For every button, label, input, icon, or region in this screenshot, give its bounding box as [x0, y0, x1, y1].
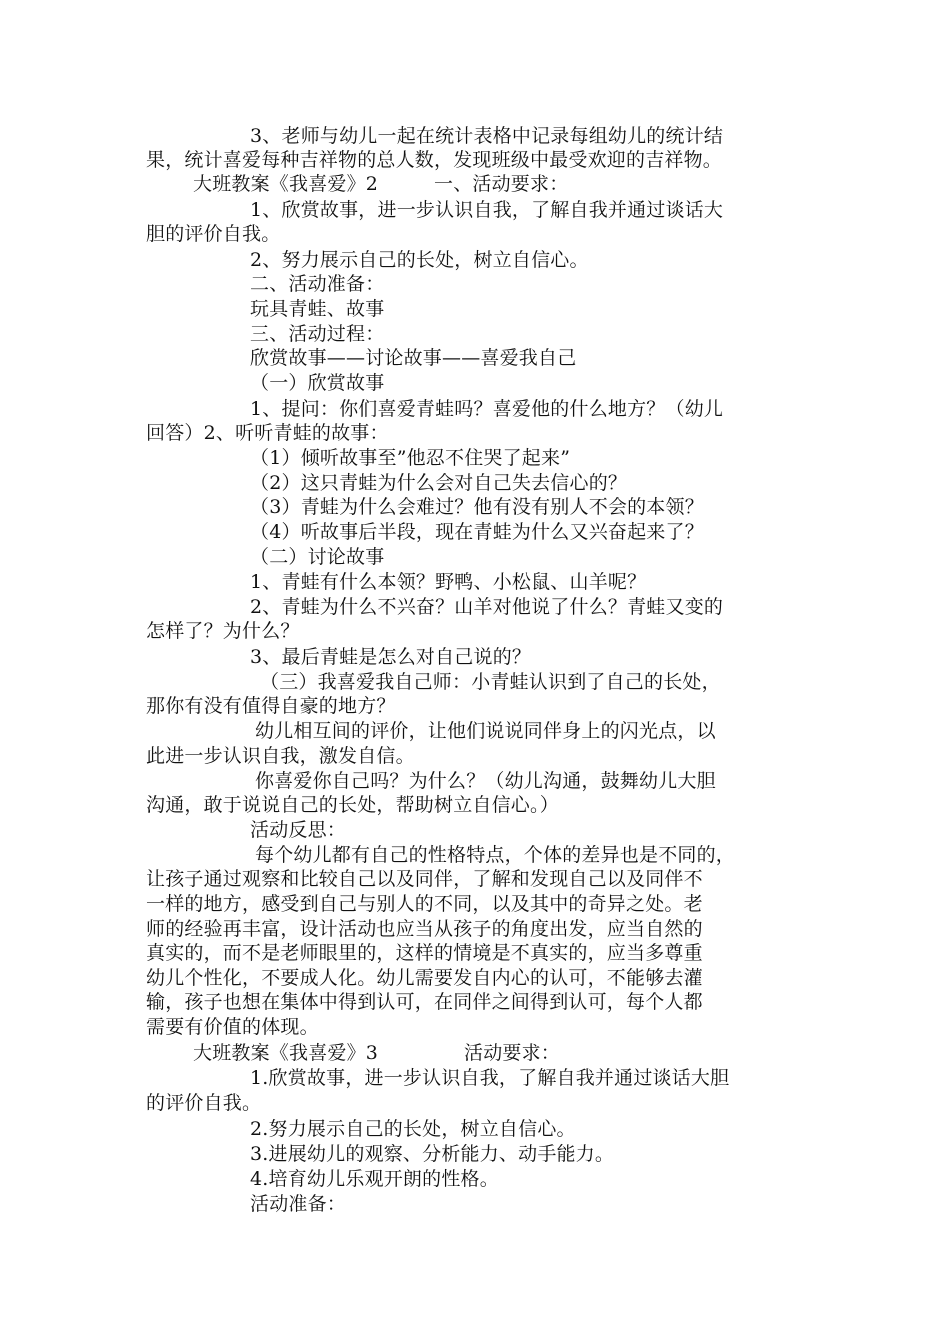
text-line: （二）讨论故事: [250, 546, 385, 568]
text-line: （4）听故事后半段，现在青蛙为什么又兴奋起来了？: [250, 521, 704, 543]
text-line: 让孩子通过观察和比较自己以及同伴，了解和发现自己以及同伴不: [146, 868, 703, 890]
text-line: 1.欣赏故事，进一步认识自我，了解自我并通过谈话大胆: [250, 1067, 730, 1089]
text-line: （3）青蛙为什么会难过？他有没有别人不会的本领？: [250, 496, 704, 518]
text-line: 活动要求：: [464, 1042, 561, 1064]
text-line: （一）欣赏故事: [250, 372, 385, 394]
text-line: （2）这只青蛙为什么会对自己失去信心的？: [250, 472, 628, 494]
text-line: 1、欣赏故事，进一步认识自我，了解自我并通过谈话大: [250, 199, 724, 221]
text-line: 3.进展幼儿的观察、分析能力、动手能力。: [250, 1143, 615, 1165]
text-line: 怎样了？为什么？: [146, 620, 300, 642]
text-line: 那你有没有值得自豪的地方？: [146, 695, 396, 717]
text-line: （1）倾听故事至”他忍不住哭了起来”: [250, 447, 571, 469]
text-line: 果，统计喜爱每种吉祥物的总人数，发现班级中最受欢迎的吉祥物。: [146, 149, 723, 171]
text-line: 一样的地方，感受到自己与别人的不同，以及其中的奇异之处。老: [146, 893, 703, 915]
text-line: 幼儿个性化，不要成人化。幼儿需要发自内心的认可，不能够去灌: [146, 967, 703, 989]
text-line: 每个幼儿都有自己的性格特点，个体的差异也是不同的，: [255, 844, 736, 866]
text-line: 2.努力展示自己的长处，树立自信心。: [250, 1118, 576, 1140]
text-line: 3、最后青蛙是怎么对自己说的？: [250, 646, 532, 668]
text-line: 真实的，而不是老师眼里的，这样的情境是不真实的，应当多尊重: [146, 942, 703, 964]
text-line: 胆的评价自我。: [146, 223, 281, 245]
text-line: 1、青蛙有什么本领？野鸭、小松鼠、山羊呢？: [250, 571, 647, 593]
section-heading: 大班教案《我喜爱》2: [193, 173, 379, 195]
text-line: 师的经验再丰富，设计活动也应当从孩子的角度出发，应当自然的: [146, 918, 703, 940]
text-line: 2、青蛙为什么不兴奋？山羊对他说了什么？青蛙又变的: [250, 596, 724, 618]
text-line: 1、提问：你们喜爱青蛙吗？喜爱他的什么地方？（幼儿: [250, 398, 724, 420]
text-line: 需要有价值的体现。: [146, 1016, 319, 1038]
text-line: 3、老师与幼儿一起在统计表格中记录每组幼儿的统计结: [250, 125, 724, 147]
text-line: （三）我喜爱我自己师：小青蛙认识到了自己的长处，: [260, 671, 721, 693]
text-line: 三、活动过程：: [250, 323, 385, 345]
text-line: 欣赏故事——讨论故事——喜爱我自己: [250, 347, 577, 369]
text-line: 输，孩子也想在集体中得到认可，在同伴之间得到认可，每个人都: [146, 991, 703, 1013]
text-line: 一、活动要求：: [434, 173, 569, 195]
text-line: 此进一步认识自我，激发自信。: [146, 745, 415, 767]
section-heading: 大班教案《我喜爱》3: [193, 1042, 379, 1064]
text-line: 沟通，敢于说说自己的长处，帮助树立自信心。）: [146, 794, 559, 816]
text-line: 的评价自我。: [146, 1092, 262, 1114]
text-line: 2、努力展示自己的长处，树立自信心。: [250, 249, 589, 271]
text-line: 活动准备：: [250, 1193, 347, 1215]
text-line: 你喜爱你自己吗？为什么？（幼儿沟通，鼓舞幼儿大胆: [255, 770, 716, 792]
text-line: 二、活动准备：: [250, 273, 385, 295]
text-line: 活动反思：: [250, 819, 347, 841]
text-line: 回答）2、听听青蛙的故事：: [146, 422, 389, 444]
text-line: 幼儿相互间的评价，让他们说说同伴身上的闪光点，以: [255, 720, 716, 742]
text-line: 4.培育幼儿乐观开朗的性格。: [250, 1168, 499, 1190]
text-line: 玩具青蛙、故事: [250, 298, 385, 320]
